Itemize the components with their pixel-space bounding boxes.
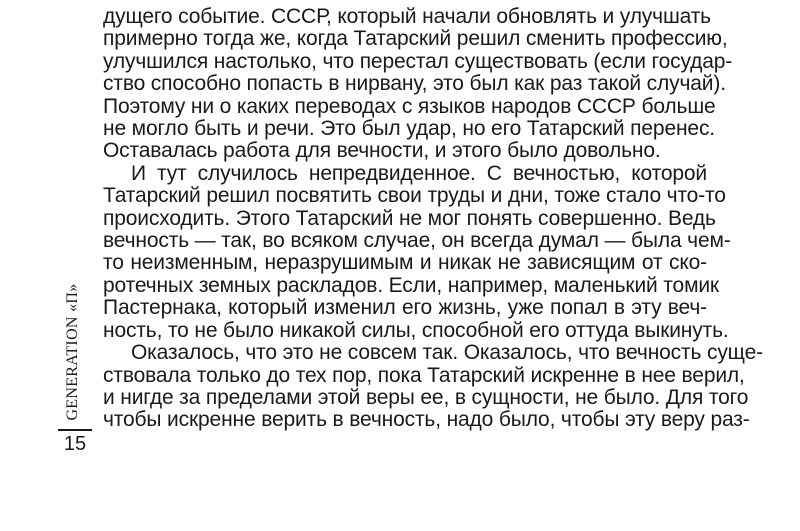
text-line: чтобы искренне верить в вечность, надо было, чтобы эту веру раз- — [103, 408, 750, 432]
folio-rule — [58, 429, 92, 431]
text-line: вечность — так, во всяком случае, он всегда думал — была чем- — [103, 229, 731, 253]
text-line: улучшился настолько, что перестал существовать (если государ- — [103, 49, 733, 73]
text-line: не могло быть и речи. Это был удар, но его Татарский перенес. — [103, 117, 715, 141]
text-line: ность, то не было никакой силы, способной его оттуда выкинуть. — [103, 318, 729, 342]
text-line: то неизменным, неразрушимым и никак не зависящим от ско- — [103, 251, 707, 275]
text-line: ство способно попасть в нирвану, это был как раз такой случай). — [103, 72, 726, 96]
running-head — [58, 282, 88, 422]
text-line: примерно тогда же, когда Татарский решил сменить профессию, — [103, 27, 728, 51]
text-line: Поэтому ни о каких переводах с языков народов СССР больше — [103, 94, 716, 118]
paragraph-3 — [103, 341, 763, 432]
text-line: Оставалась работа для вечности, и этого было довольно. — [103, 139, 661, 163]
paragraph-1 — [103, 5, 733, 163]
text-line: и нигде за пределами этой веры ее, в сущности, не было. Для того — [103, 385, 749, 409]
running-head-title: GENERATION «П» — [64, 283, 81, 421]
paragraph-2 — [103, 161, 731, 342]
page-number: 15 — [63, 433, 87, 455]
text-line: происходить. Этого Татарский не мог понять совершенно. Ведь — [103, 206, 716, 230]
text-line: ротечных земных раскладов. Если, например, маленький томик — [103, 273, 719, 297]
body-text — [103, 5, 763, 432]
text-line: дущего событие. СССР, который начали обновлять и улучшать — [103, 5, 711, 28]
text-line: Татарский решил посвятить свои труды и дни, тоже стало что-то — [103, 184, 726, 208]
text-line: И тут случилось непредвиденное. С вечностью, которой — [131, 161, 707, 185]
text-line: Пастернака, который изменил его жизнь, уже попал в эту веч- — [103, 296, 707, 320]
text-line: ствовала только до тех пор, пока Татарский искренне в нее верил, — [103, 363, 745, 387]
text-line: Оказалось, что это не совсем так. Оказалось, что вечность суще- — [131, 341, 763, 365]
